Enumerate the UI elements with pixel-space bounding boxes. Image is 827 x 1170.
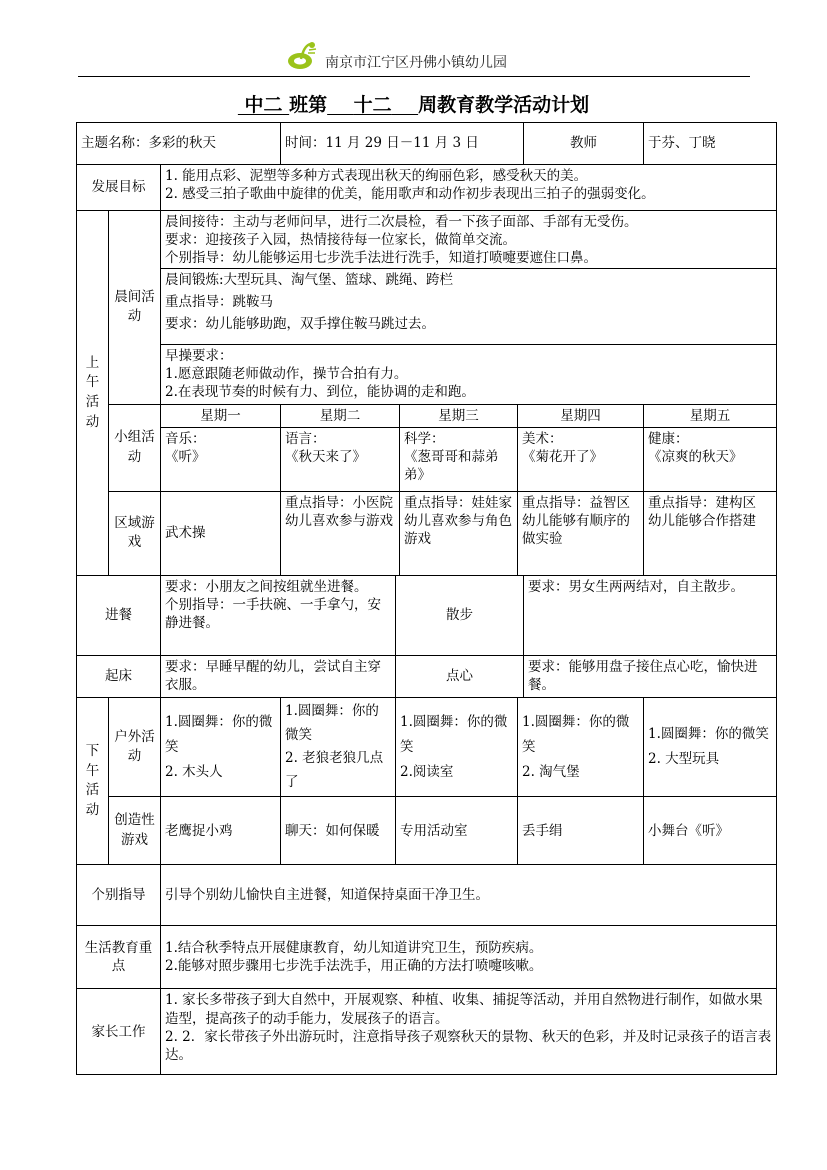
parents-label: 家长工作 xyxy=(77,989,161,1075)
snack-content: 要求：能够用盘子接住点心吃，愉快进餐。 xyxy=(524,655,777,697)
outdoor-label: 户外活动 xyxy=(109,697,161,797)
plan-table xyxy=(76,122,777,1075)
outdoor-row xyxy=(77,697,777,797)
outdoor-cell: 1.圆圈舞：你的微笑 2.阅读室 xyxy=(396,697,518,797)
title-class: 中二 xyxy=(244,94,283,116)
area-cell: 重点指导：小医院 幼儿喜欢参与游戏 xyxy=(281,491,400,575)
goals-row xyxy=(77,165,777,211)
header-rule xyxy=(78,76,750,77)
drill-content xyxy=(161,345,777,405)
exercise-line: 重点指导：跳鞍马 xyxy=(165,293,273,310)
meal-row xyxy=(77,575,777,655)
life-item: 1.结合秋季特点开展健康教育，幼儿知道讲究卫生，预防疾病。 xyxy=(165,940,543,957)
reception-line: 要求：迎接孩子入园，热情接待每一位家长，做简单交流。 xyxy=(165,232,516,249)
morning-label: 上午活动 xyxy=(77,211,109,576)
outdoor-cell: 1.圆圈舞：你的微笑 2. 大型玩具 xyxy=(644,697,777,797)
area-cell: 重点指导：建构区 幼儿能够合作搭建 xyxy=(644,491,777,575)
exercise-line: 晨间锻炼:大型玩具、淘气堡、篮球、跳绳、跨栏 xyxy=(165,271,454,288)
group-label: 小组活动 xyxy=(109,404,161,491)
parents-item: 2. 2．家长带孩子外出游玩时，注意指导孩子观察秋天的景物、秋天的色彩，并及时记录孩子的语言表达。 xyxy=(165,1028,772,1064)
individual-content: 引导个别幼儿愉快自主进餐，知道保持桌面干净卫生。 xyxy=(161,865,777,926)
teacher-value: 于芬、丁晓 xyxy=(644,123,777,165)
exercise-block xyxy=(161,268,776,336)
creative-cell: 老鹰捉小鸡 xyxy=(161,797,281,865)
creative-label: 创造性游戏 xyxy=(109,797,161,865)
meal-label: 进餐 xyxy=(77,575,161,655)
area-row xyxy=(77,491,777,575)
group-row xyxy=(77,427,777,491)
weekday-row xyxy=(77,404,777,427)
outdoor-cell: 1.圆圈舞：你的微笑 2. 木头人 xyxy=(161,697,281,797)
area-cell: 重点指导：益智区 幼儿能够有顺序的做实验 xyxy=(518,491,644,575)
life-content xyxy=(161,926,777,989)
parents-row xyxy=(77,989,777,1075)
info-row xyxy=(77,123,777,165)
page-header xyxy=(0,38,827,78)
wake-row xyxy=(77,655,777,697)
dandelion-logo-icon xyxy=(287,41,319,71)
weekday-header: 星期五 xyxy=(644,404,777,427)
title-part1: 班第 xyxy=(289,94,328,116)
life-item: 2.能够对照步骤用七步洗手法洗手，用正确的方法打喷嚏咳嗽。 xyxy=(165,958,543,975)
drill-line: 早操要求： xyxy=(165,348,233,364)
outdoor-cell: 1.圆圈舞：你的微笑 2. 老狼老狼几点了 xyxy=(281,697,396,797)
creative-cell: 丢手绢 xyxy=(518,797,644,865)
drill-line: 2.在表现节奏的时候有力、到位，能协调的走和跑。 xyxy=(165,384,475,401)
creative-cell: 聊天：如何保暖 xyxy=(281,797,396,865)
wake-content: 要求：早睡早醒的幼儿，尝试自主穿衣服。 xyxy=(161,655,396,697)
meal-content: 要求：小朋友之间按组就坐进餐。 个别指导：一手扶碗、一手拿勺，安静进餐。 xyxy=(161,575,396,655)
teacher-label: 教师 xyxy=(524,123,644,165)
area-cell: 武术操 xyxy=(161,491,281,575)
weekday-header: 星期四 xyxy=(518,404,644,427)
area-label: 区域游戏 xyxy=(109,491,161,575)
life-label: 生活教育重 点 xyxy=(77,926,161,989)
wake-label: 起床 xyxy=(77,655,161,697)
exercise-line: 要求：幼儿能够助跑，双手撑住鞍马跳过去。 xyxy=(165,316,435,333)
reception-line: 晨间接待：主动与老师问早，进行二次晨检，看一下孩子面部、手部有无受伤。 xyxy=(165,214,638,230)
afternoon-label: 下午活动 xyxy=(77,697,109,865)
title-part2: 周教育教学活动计划 xyxy=(418,94,590,116)
goal-item: 1. 能用点彩、泥塑等多种方式表现出秋天的绚丽色彩，感受秋天的美。 xyxy=(165,168,588,184)
drill-row xyxy=(77,345,777,405)
snack-label: 点心 xyxy=(396,655,524,697)
creative-cell: 专用活动室 xyxy=(396,797,518,865)
group-cell: 音乐： 《听》 xyxy=(161,427,281,491)
parents-content xyxy=(161,989,777,1075)
drill-line: 1.愿意跟随老师做动作，操节合拍有力。 xyxy=(165,366,408,383)
weekday-header: 星期三 xyxy=(400,404,518,427)
time-cell: 时间：11 月 29 日－11 月 3 日 xyxy=(281,123,524,165)
individual-row xyxy=(77,865,777,926)
area-cell: 重点指导：娃娃家 幼儿喜欢参与角色游戏 xyxy=(400,491,518,575)
goal-item: 2. 感受三拍子歌曲中旋律的优美，能用歌声和动作初步表现出三拍子的强弱变化。 xyxy=(165,186,655,203)
walk-label: 散步 xyxy=(396,575,524,655)
morning-activity-label: 晨间活动 xyxy=(109,211,161,405)
page-title xyxy=(0,90,827,117)
goals-content xyxy=(161,165,777,211)
outdoor-cell: 1.圆圈舞：你的微笑 2. 淘气堡 xyxy=(518,697,644,797)
creative-cell: 小舞台《听》 xyxy=(644,797,777,865)
life-row xyxy=(77,926,777,989)
group-cell: 美术： 《菊花开了》 xyxy=(518,427,644,491)
reception-line: 个别指导：幼儿能够运用七步洗手法进行洗手，知道打喷嚏要遮住口鼻。 xyxy=(165,250,597,267)
individual-label: 个别指导 xyxy=(77,865,161,926)
morning-activity-row xyxy=(77,211,777,345)
school-name: 南京市江宁区丹佛小镇幼儿园 xyxy=(325,55,507,71)
title-week: 十二 xyxy=(353,94,392,116)
weekday-header: 星期一 xyxy=(161,404,281,427)
morning-activity-content xyxy=(161,211,777,345)
parents-item: 1. 家长多带孩子到大自然中，开展观察、种植、收集、捕捉等活动，并用自然物进行制作，如做水果造型，提高孩子的动手能力，发展孩子的语言。 xyxy=(165,992,763,1027)
goals-label: 发展目标 xyxy=(77,165,161,211)
group-cell: 语言： 《秋天来了》 xyxy=(281,427,400,491)
walk-content: 要求：男女生两两结对，自主散步。 xyxy=(524,575,777,655)
weekday-header: 星期二 xyxy=(281,404,400,427)
group-cell: 科学： 《葱哥哥和蒜弟弟》 xyxy=(400,427,518,491)
theme-cell: 主题名称：多彩的秋天 xyxy=(77,123,281,165)
group-cell: 健康： 《凉爽的秋天》 xyxy=(644,427,777,491)
creative-row xyxy=(77,797,777,865)
